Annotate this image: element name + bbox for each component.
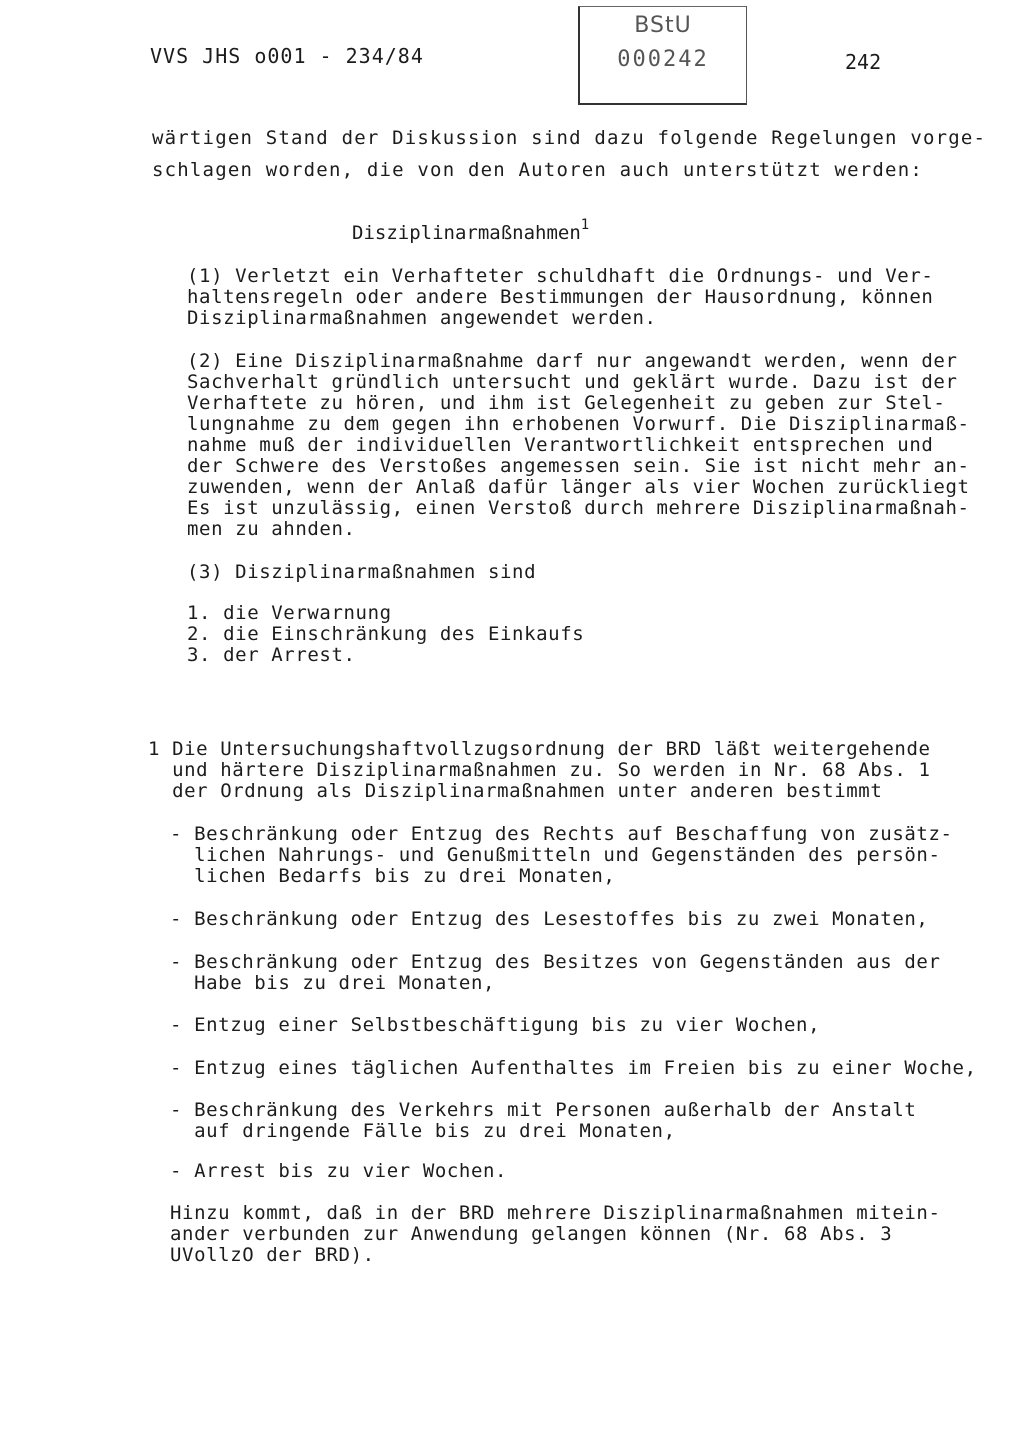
footnote-line: 1 Die Untersuchungshaftvollzugsordnung der BRD läßt weitergehende <box>148 738 931 760</box>
footnote-item-line: - Arrest bis zu vier Wochen. <box>170 1160 508 1182</box>
footnote-item-line: - Beschränkung oder Entzug des Lesestoffes bis zu zwei Monaten, <box>170 908 929 930</box>
footnote-line: der Ordnung als Disziplinarmaßnahmen unter anderen bestimmt <box>148 780 883 802</box>
footnote-item-line: lichen Nahrungs- und Genußmitteln und Gegenständen des persön- <box>170 844 941 866</box>
text-line: (1) Verletzt ein Verhafteter schuldhaft die Ordnungs- und Ver- <box>187 265 934 287</box>
footnote-closing-line: Hinzu kommt, daß in der BRD mehrere Disziplinarmaßnahmen mitein- <box>170 1202 941 1224</box>
text-line: lungnahme zu dem gegen ihn erhobenen Vorwurf. Die Disziplinarmaß- <box>187 413 970 435</box>
stamp-label: BStU <box>634 13 692 38</box>
section-title-text: Disziplinarmaßnahmen <box>352 222 581 244</box>
footnote-closing-line: ander verbunden zur Anwendung gelangen können (Nr. 68 Abs. 3 <box>170 1223 893 1245</box>
text-line: der Schwere des Verstoßes angemessen sein. Sie ist nicht mehr an- <box>187 455 970 477</box>
footnote-closing-line: UVollzO der BRD). <box>170 1244 375 1266</box>
text-line: Verhaftete zu hören, und ihm ist Gelegenheit zu geben zur Stel- <box>187 392 946 414</box>
footnote-item-line: Habe bis zu drei Monaten, <box>170 972 496 994</box>
footnote-item-line: auf dringende Fälle bis zu drei Monaten, <box>170 1120 676 1142</box>
text-line: wärtigen Stand der Diskussion sind dazu folgende Regelungen vorge- <box>152 127 987 149</box>
stamp-number: 000242 <box>617 47 709 72</box>
footnote-item-line: - Beschränkung oder Entzug des Besitzes von Gegenständen aus der <box>170 951 941 973</box>
list-item: 1. die Verwarnung <box>187 602 392 624</box>
footnote-item-line: - Beschränkung oder Entzug des Rechts auf Beschaffung von zusätz- <box>170 823 953 845</box>
footnote-item-line: - Entzug einer Selbstbeschäftigung bis zu vier Wochen, <box>170 1014 821 1036</box>
footnote-mark: 1 <box>580 217 590 233</box>
text-line: schlagen worden, die von den Autoren auch unterstützt werden: <box>152 159 923 181</box>
list-item: 2. die Einschränkung des Einkaufs <box>187 623 585 645</box>
text-line: Sachverhalt gründlich untersucht und geklärt wurde. Dazu ist der <box>187 371 958 393</box>
footnote-line: und härtere Disziplinarmaßnahmen zu. So werden in Nr. 68 Abs. 1 <box>148 759 931 781</box>
document-reference: VVS JHS o001 - 234/84 <box>150 44 424 68</box>
text-line: Es ist unzulässig, einen Verstoß durch mehrere Disziplinarmaßnah- <box>187 497 970 519</box>
text-line: haltensregeln oder andere Bestimmungen der Hausordnung, können <box>187 286 934 308</box>
text-line: zuwenden, wenn der Anlaß dafür länger als vier Wochen zurückliegt <box>187 476 970 498</box>
text-line: men zu ahnden. <box>187 518 356 540</box>
text-line: (2) Eine Disziplinarmaßnahme darf nur angewandt werden, wenn der <box>187 350 958 372</box>
text-line: Disziplinarmaßnahmen angewendet werden. <box>187 307 657 329</box>
footnote-item-line: lichen Bedarfs bis zu drei Monaten, <box>170 865 616 887</box>
footnote-item-line: - Entzug eines täglichen Aufenthaltes im Freien bis zu einer Woche, <box>170 1057 977 1079</box>
list-item: 3. der Arrest. <box>187 644 356 666</box>
text-line: nahme muß der individuellen Verantwortlichkeit entsprechen und <box>187 434 934 456</box>
paragraph-3-intro: (3) Disziplinarmaßnahmen sind <box>187 561 537 583</box>
section-title <box>352 217 590 244</box>
page-number: 242 <box>845 50 882 74</box>
archive-stamp <box>578 6 747 105</box>
footnote-item-line: - Beschränkung des Verkehrs mit Personen außerhalb der Anstalt <box>170 1099 917 1121</box>
